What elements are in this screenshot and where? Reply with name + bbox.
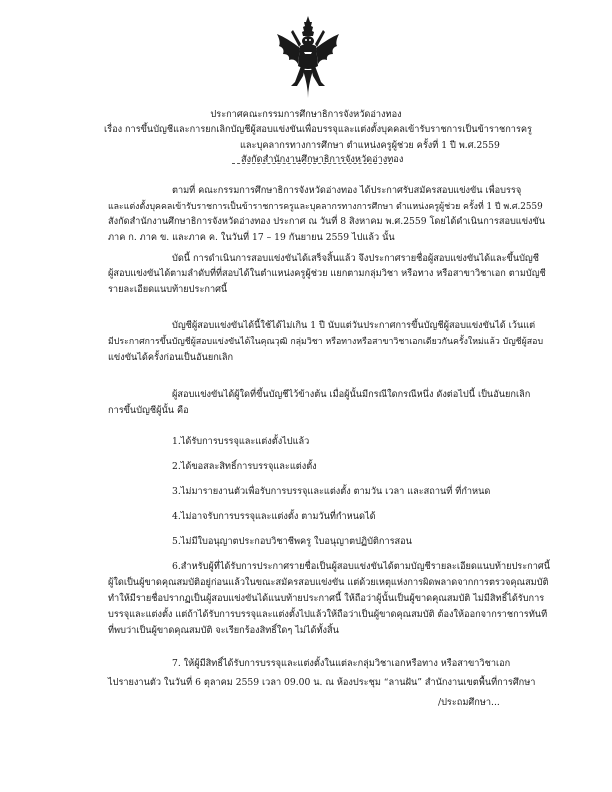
list-item: 5.ไม่มีใบอนุญาตประกอบวิชาชีพครู ใบอนุญาตปฏิบัติการสอน (172, 536, 412, 547)
paragraph-line: ทำให้มีรายชื่อปรากฏเป็นผู้สอบแข่งขันได้แนบท้ายประกาศนี้ ให้ถือว่าผู้นั้นเป็นผู้ขาดคุณสมบัติ ไม่มีสิทธิ์ได้รับการ (108, 593, 545, 604)
list-item: 2.ได้ขอสละสิทธิ์การบรรจุและแต่งตั้ง (172, 461, 317, 472)
subject-line: เรื่อง การขึ้นบัญชีและการยกเลิกบัญชีผู้สอบแข่งขันเพื่อบรรจุและแต่งตั้งบุคคลเข้ารับราชการเป็นข้าราชการครู (104, 124, 532, 135)
paragraph-line: ตามที่ คณะกรรมการศึกษาธิการจังหวัดอ่างทอง ได้ประกาศรับสมัครสอบแข่งขัน เพื่อบรรจุ (172, 185, 522, 196)
paragraph-line: มีประกาศการขึ้นบัญชีผู้สอบแข่งขันได้ในคุณวุฒิ กลุ่มวิชา หรือทางหรือสาขาวิชาเอกเดียวกันครั้งใหม่แล้ว บัญชีผู้สอบ (108, 337, 544, 347)
subject-line: สังกัดสำนักงานศึกษาธิการจังหวัดอ่างทอง (241, 154, 404, 165)
paragraph-line: และแต่งตั้งบุคคลเข้ารับราชการเป็นข้าราชการครูและบุคลากรทางการศึกษา ตำแหน่งครูผู้ช่วย ครั้งที่ 1 ปี พ.ศ.2559 (108, 202, 543, 212)
continuation-marker: /ประถมศึกษา... (438, 697, 500, 708)
divider (232, 163, 392, 164)
subject-line: และบุคลากรทางการศึกษา ตำแหน่งครูผู้ช่วย ครั้งที่ 1 ปี พ.ศ.2559 (240, 140, 500, 151)
garuda-emblem-icon (273, 14, 343, 100)
list-item: 4.ไม่อาจรับการบรรจุและแต่งตั้ง ตามวันที่กำหนดได้ (172, 511, 376, 522)
paragraph-line: ไปรายงานตัว ในวันที่ 6 ตุลาคม 2559 เวลา 09.00 น. ณ ห้องประชุม “ลานฝัน” สำนักงานเขตพื้นที่การศึกษา (108, 677, 536, 688)
list-item: 6.สำหรับผู้ที่ได้รับการประกาศรายชื่อเป็นผู้สอบแข่งขันได้ตามบัญชีรายละเอียดแนบท้ายประกาศนี้ (172, 561, 551, 572)
announcement-title: ประกาศคณะกรรมการศึกษาธิการจังหวัดอ่างทอง (210, 109, 402, 120)
paragraph-line: แข่งขันได้ครั้งก่อนเป็นอันยกเลิก (108, 352, 234, 363)
paragraph-line: ภาค ก. ภาค ข. และภาค ค. ในวันที่ 17 – 19 กันยายน 2559 ไปแล้ว นั้น (108, 232, 395, 243)
paragraph-line: บัดนี้ การดำเนินการสอบแข่งขันได้เสร็จสิ้นแล้ว จึงประกาศรายชื่อผู้สอบแข่งขันได้และขึ้นบัญชี (172, 253, 539, 264)
list-item: 3.ไม่มารายงานตัวเพื่อรับการบรรจุและแต่งตั้ง ตามวัน เวลา และสถานที่ ที่กำหนด (172, 486, 491, 497)
paragraph-line: ผู้สอบแข่งขันได้ผู้ใดที่ขึ้นบัญชีไว้ข้างต้น เมื่อผู้นั้นมีกรณีใดกรณีหนึ่ง ดังต่อไปนี้ เป็นอันยกเลิก (172, 389, 531, 400)
paragraph-line: บรรจุและแต่งตั้ง แต่ถ้าได้รับการบรรจุและแต่งตั้งไปแล้วให้ถือว่าเป็นผู้ขาดคุณสมบัติ ต้องให้ออกจากราชการทันที (108, 609, 548, 620)
paragraph-line: สังกัดสำนักงานศึกษาธิการจังหวัดอ่างทอง ประกาศ ณ วันที่ 8 สิงหาคม พ.ศ.2559 โดยได้ดำเนินการสอบแข่งขัน (108, 216, 546, 227)
paragraph-line: การขึ้นบัญชีผู้นั้น คือ (108, 405, 189, 416)
paragraph-line: ที่พบว่าเป็นผู้ขาดคุณสมบัติ จะเรียกร้องสิทธิ์ใดๆ ไม่ได้ทั้งสิ้น (108, 625, 339, 636)
paragraph-line: บัญชีผู้สอบแข่งขันได้นี้ใช้ได้ไม่เกิน 1 ปี นับแต่วันประกาศการขึ้นบัญชีผู้สอบแข่งขันได้ เว้นแต่ (172, 320, 536, 331)
paragraph-line: ผู้สอบแข่งขันได้ตามลำดับที่ที่สอบได้ในตำแหน่งครูผู้ช่วย แยกตามกลุ่มวิชา หรือทาง หรือสาขาวิชาเอก ตามบัญชี (108, 268, 546, 279)
paragraph-line: รายละเอียดแนบท้ายประกาศนี้ (108, 284, 228, 295)
list-item: 1.ได้รับการบรรจุและแต่งตั้งไปแล้ว (172, 436, 310, 447)
list-item: 7. ให้ผู้มีสิทธิ์ได้รับการบรรจุและแต่งตั้งในแต่ละกลุ่มวิชาเอกหรือทาง หรือสาขาวิชาเอก (172, 658, 511, 669)
paragraph-line: ผู้ใดเป็นผู้ขาดคุณสมบัติอยู่ก่อนแล้วในขณะสมัครสอบแข่งขัน แต่ด้วยเหตุแห่งการผิดพลาดจากการตรวจคุณสมบัติ (108, 577, 549, 588)
